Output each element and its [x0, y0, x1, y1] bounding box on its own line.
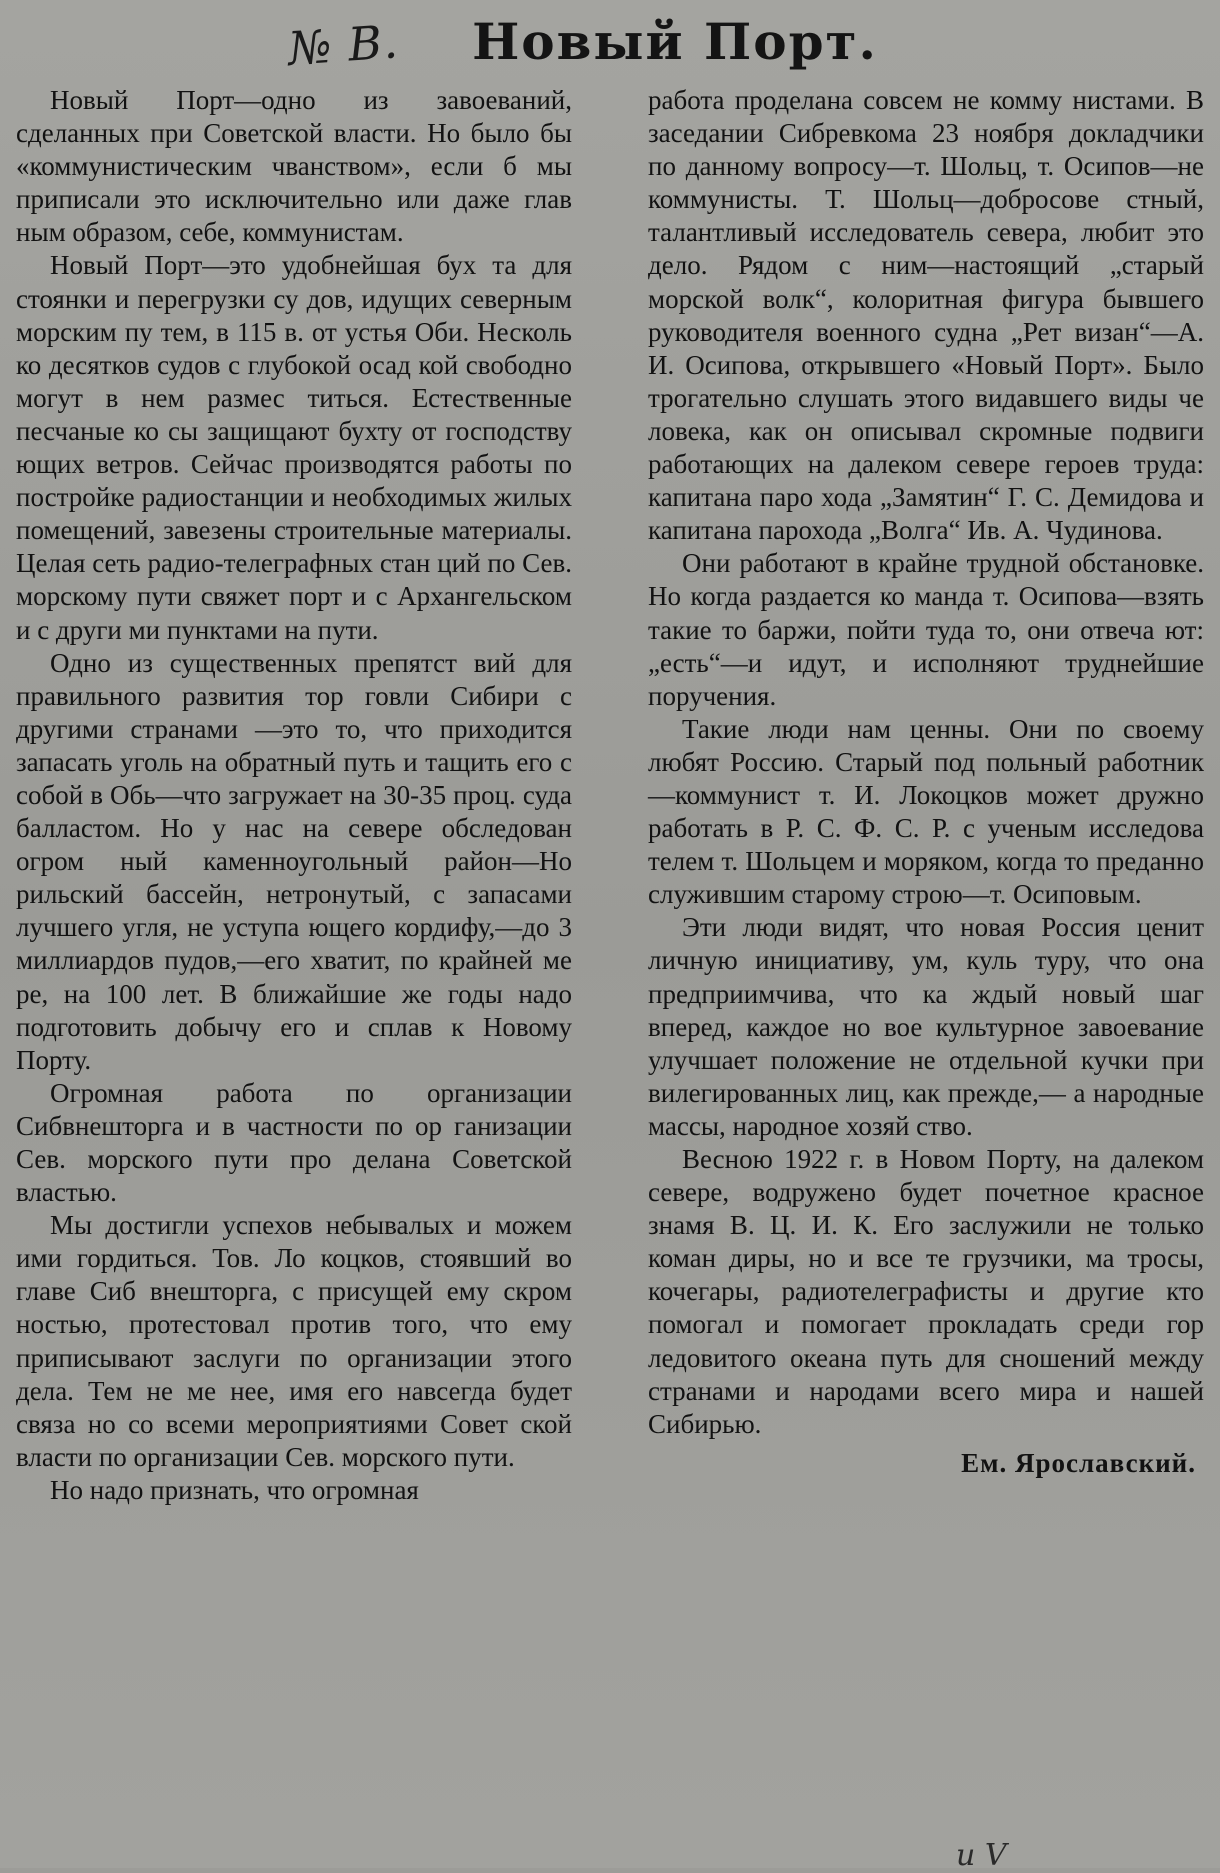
paragraph: Такие люди нам ценны. Они по своему любят Россию. Старый под польный работник—коммунист т. И. Локоцков может дружно работать в Р. С. Ф. С. Р. с ученым исследова телем т. Шольцем и моряком, когда то преданно служившим старому строю—т. Осиповым.	[648, 713, 1204, 910]
paragraph: Они работают в крайне трудной обстановке. Но когда раздается ко манда т. Осипова—взять такие то баржи, пойти туда то, они отвеча ют: „есть“—и идут, и исполняют труднейшие поручения.	[648, 548, 1204, 711]
paragraph: Весною 1922 г. в Новом Порту, на далеком севере, водружено будет почетное красное знамя В. Ц. И. К. Его заслужили не только коман диры, но и все те грузчики, ма тросы, кочегары, радиотелеграфисты и другие кто помогал и помогает прокладать среди гор ледовитого океана путь для сношений между странами и народами всего мира и нашей Сибирью.	[648, 1144, 1204, 1439]
paragraph: Одно из существенных препятст вий для правильного развития тор говли Сибири с другими странами —это то, что приходится запасать уголь на обратный путь и тащить его с собой в Обь—что загружает на 30-35 проц. суда балластом. Но у нас на севере обследован огром ный каменноугольный район—Но рильский бассейн, нетронутый, с запасами лучшего угля, не уступа ющего кордифу,—до 3 миллиардов пудов,—его хватит, по крайней ме ре, на 100 лет. В ближайшие же годы надо подготовить добычу его и сплав к Новому Порту.	[16, 647, 572, 1075]
paragraph: Огромная работа по организации Сибвнешторга и в частности по ор ганизации Сев. морского пути про делана Советской властью.	[16, 1077, 572, 1208]
handwritten-scratch: и V	[956, 1838, 1007, 1873]
right-column	[648, 84, 1204, 1507]
paragraph: Новый Порт—это удобнейшая бух та для стоянки и перегрузки су дов, идущих северным морским пу тем, в 115 в. от устья Оби. Несколь ко десятков судов с глубокой осад кой свободно могут в нем размес титься. Естественные песчаные ко сы защищают бухту от господству ющих ветров. Сейчас производятся работы по постройке радиостанции и необходимых жилых помещений, завезены строительные материалы. Целая сеть радио-телеграфных стан ций по Сев. морскому пути свяжет порт и с Архангельском и с други ми пунктами на пути.	[16, 250, 572, 645]
paragraph: Мы достигли успехов небывалых и можем ими гордиться. Тов. Ло коцков, стоявший во главе Сиб внешторга, с присущей ему скром ностью, протестовал против того, что ему приписывают заслуги по организации этого дела. Тем не ме нее, имя его навсегда будет связа но со всеми мероприятиями Совет ской власти по организации Сев. морского пути.	[16, 1210, 572, 1472]
left-column	[16, 84, 572, 1507]
paragraph: Но надо признать, что огромная	[50, 1474, 419, 1505]
author-signature: Ем. Ярославский.	[961, 1447, 1196, 1478]
handwritten-archive-mark: № В.	[286, 14, 401, 76]
paragraph: работа проделана совсем не комму нистами. В заседании Сибревкома 23 ноября докладчики по данному вопросу—т. Шольц, т. Осипов—не коммунисты. Т. Шольц—добросове стный, талантливый исследователь севера, любит это дело. Рядом с ним—настоящий „старый морской волк“, колоритная фигура бывшего руководителя военного судна „Рет визан“—А. И. Осипова, открывшего «Новый Порт». Было трогательно слушать этого видавшего виды че ловека, как он описывал скромные подвиги работающих на далеком севере героев труда: капитана паро хода „Замятин“ Г. С. Демидова и капитана парохода „Волга“ Ив. А. Чудинова.	[648, 85, 1204, 546]
article-title: Новый Порт.	[472, 12, 878, 71]
paragraph: Новый Порт—одно из завоеваний, сделанных при Советской власти. Но было бы «коммунистическим чванством», если б мы приписали это исключительно или даже глав ным образом, себе, коммунистам.	[16, 85, 572, 248]
paragraph: Эти люди видят, что новая Россия ценит личную инициативу, ум, куль туру, что она предприимчива, что ка ждый новый шаг вперед, каждое но вое культурное завоевание улучшает положение не отдельной кучки при вилегированных лиц, как прежде,— а народные массы, народное хозяй ство.	[648, 912, 1204, 1141]
article-header	[16, 10, 1204, 82]
article-body	[16, 84, 1204, 1507]
